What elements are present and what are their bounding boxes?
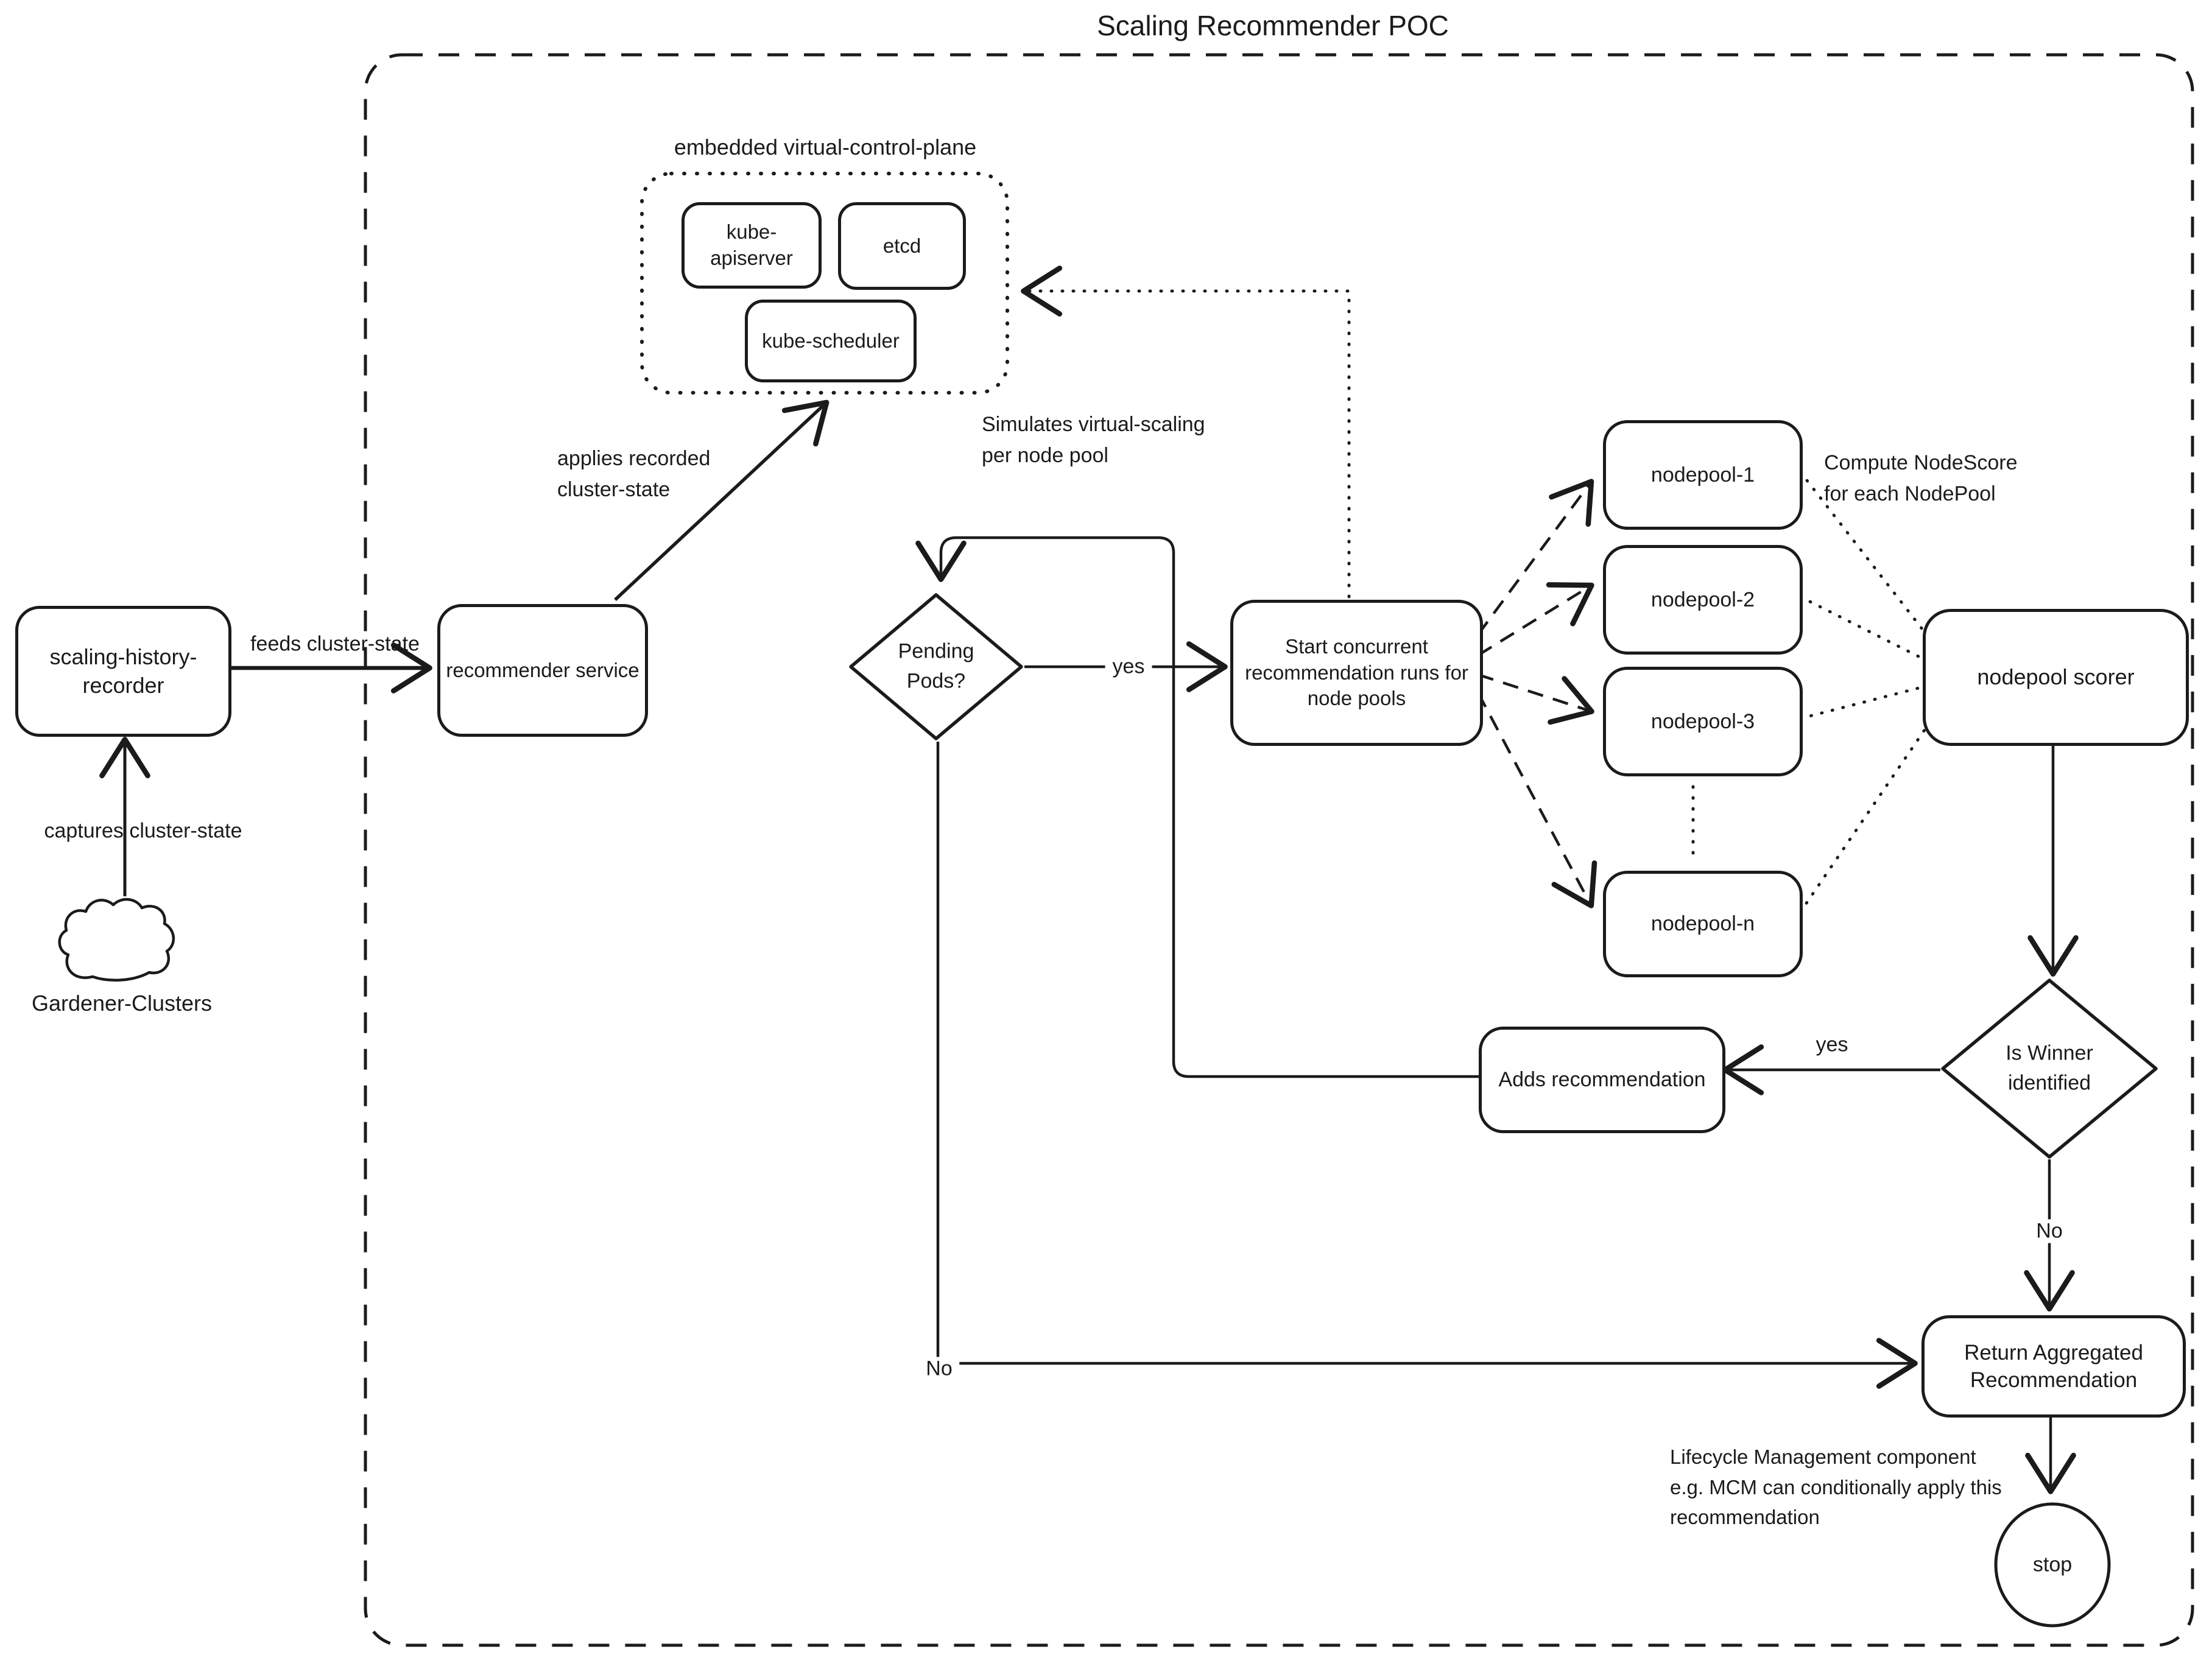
start-line3: node pools xyxy=(1307,687,1406,710)
nodepool-3-label: nodepool-3 xyxy=(1650,709,1755,733)
recorder-line2: recorder xyxy=(82,672,164,698)
winner-line2: identified xyxy=(2007,1072,2091,1095)
recorder-line1: scaling-history- xyxy=(49,644,197,669)
kube-apiserver-node xyxy=(682,202,822,289)
virtual-control-plane-label: embedded virtual-control-plane xyxy=(674,135,977,160)
nodepool-n-label: nodepool-n xyxy=(1650,912,1755,936)
lifecycle-line3: recommendation xyxy=(1670,1506,1820,1528)
nodepool-n-node xyxy=(1603,871,1803,977)
nodepool-scorer-node xyxy=(1923,609,2189,746)
etcd-node xyxy=(838,202,966,290)
pending-line1: Pending xyxy=(898,639,974,663)
pending-yes-label: yes xyxy=(1105,655,1152,679)
edge-run-nodepool-3 xyxy=(1478,675,1591,711)
winner-no-label: No xyxy=(2029,1220,2069,1243)
lifecycle-note xyxy=(1670,1442,2002,1533)
pending-line2: Pods? xyxy=(906,670,966,693)
poc-boundary-box xyxy=(365,55,2193,1645)
nodepool-2-node xyxy=(1603,545,1803,655)
scaling-history-recorder-node xyxy=(15,606,231,737)
edge-score-nodepool-n xyxy=(1800,725,1928,912)
edge-score-nodepool-3 xyxy=(1800,687,1923,719)
compute-line1: Compute NodeScore xyxy=(1824,451,2018,474)
applies-line1: applies recorded xyxy=(557,447,711,470)
nodepool-1-node xyxy=(1603,420,1803,530)
simulates-line1: Simulates virtual-scaling xyxy=(982,413,1205,436)
adds-recommendation-node xyxy=(1479,1027,1725,1133)
adds-recommendation-label: Adds recommendation xyxy=(1498,1068,1706,1092)
start-concurrent-runs-node xyxy=(1230,600,1483,746)
edge-run-nodepool-n xyxy=(1478,693,1591,905)
edge-run-nodepool-2 xyxy=(1478,586,1591,655)
pending-pods-text xyxy=(898,637,974,697)
captures-edge-label: captures cluster-state xyxy=(44,819,242,843)
winner-line1: Is Winner xyxy=(2006,1041,2093,1065)
simulates-line2: per node pool xyxy=(982,444,1108,467)
start-line2: recommendation runs for xyxy=(1245,661,1468,684)
kube-scheduler-node xyxy=(745,300,917,382)
nodepool-scorer-label: nodepool scorer xyxy=(1977,664,2135,690)
compute-nodescore-note xyxy=(1824,448,2018,510)
cloud-icon xyxy=(60,899,174,980)
stop-label: stop xyxy=(2032,1553,2073,1576)
lifecycle-line1: Lifecycle Management component xyxy=(1670,1446,1976,1468)
gardener-clusters-label: Gardener-Clusters xyxy=(31,991,213,1016)
is-winner-text xyxy=(2006,1039,2093,1099)
edge-score-nodepool-2 xyxy=(1800,597,1923,659)
pending-no-label: No xyxy=(918,1357,959,1381)
return-aggregated-node xyxy=(1921,1315,2186,1418)
nodepool-1-label: nodepool-1 xyxy=(1650,463,1755,487)
kube-apiserver-line2: apiserver xyxy=(710,247,793,269)
simulates-note xyxy=(982,409,1205,471)
kube-scheduler-label: kube-scheduler xyxy=(762,329,900,352)
etcd-label: etcd xyxy=(882,234,921,257)
applies-line2: cluster-state xyxy=(557,478,671,501)
return-line2: Recommendation xyxy=(1970,1368,2138,1392)
compute-line2: for each NodePool xyxy=(1824,482,1996,505)
nodepool-3-node xyxy=(1603,667,1803,776)
recommender-label: recommender service xyxy=(446,658,639,681)
lifecycle-line2: e.g. MCM can conditionally apply this xyxy=(1670,1475,2002,1499)
diagram-title: Scaling Recommender POC xyxy=(1097,10,1449,41)
nodepool-2-label: nodepool-2 xyxy=(1650,588,1755,611)
recommender-service-node xyxy=(437,604,648,737)
applies-recorded-note xyxy=(557,443,710,505)
winner-yes-label: yes xyxy=(1816,1033,1848,1056)
feeds-edge-label: feeds cluster-state xyxy=(250,632,420,656)
edge-run-nodepool-1 xyxy=(1478,482,1591,634)
return-line1: Return Aggregated xyxy=(1964,1340,2143,1365)
start-line1: Start concurrent xyxy=(1285,634,1428,658)
kube-apiserver-line1: kube- xyxy=(726,220,777,244)
edge-pending-no xyxy=(938,742,1914,1363)
